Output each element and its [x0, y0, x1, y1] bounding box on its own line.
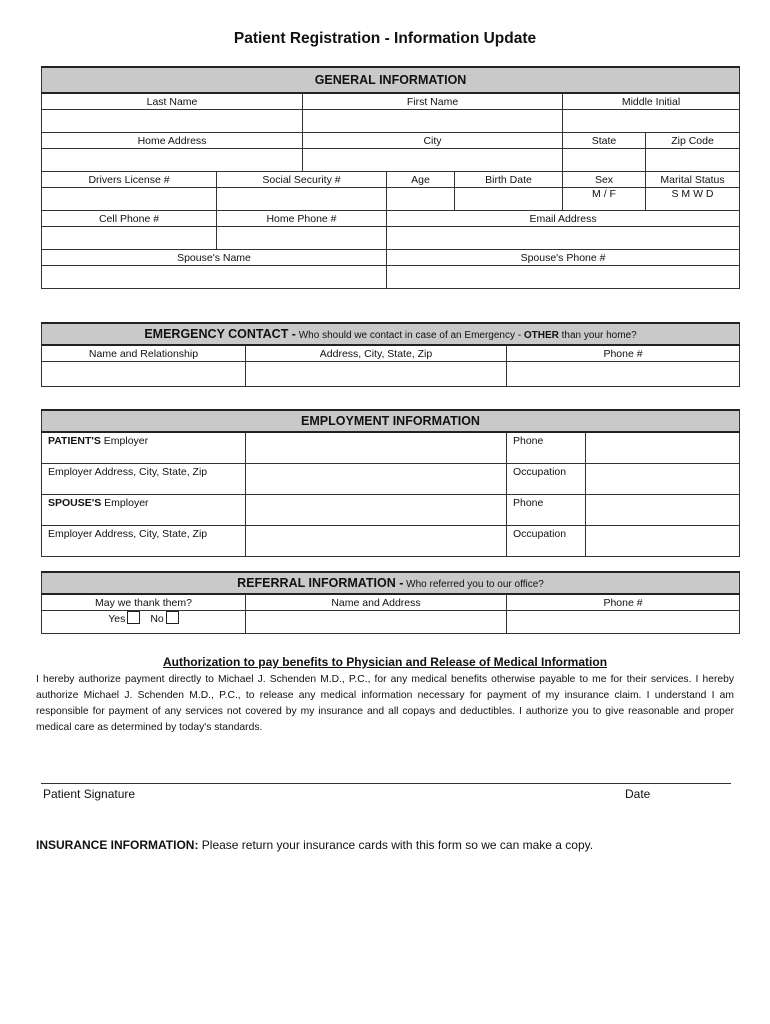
name-relationship-label: Name and Relationship — [42, 345, 246, 362]
spouse-phone-employment-label: Phone — [507, 495, 586, 526]
patient-employer-text: Employer — [100, 435, 149, 447]
marital-status-field[interactable]: S M W D — [646, 188, 740, 211]
insurance-label: INSURANCE INFORMATION: — [36, 838, 199, 852]
emergency-header-sub1: Who should we contact in case of an Emergency - — [295, 330, 524, 341]
home-phone-label: Home Phone # — [217, 211, 387, 227]
zip-code-field[interactable] — [646, 149, 740, 172]
zip-code-label: Zip Code — [646, 133, 740, 149]
social-security-field[interactable] — [217, 188, 387, 211]
first-name-label: First Name — [303, 93, 563, 110]
emergency-header-title: EMERGENCY CONTACT - — [144, 327, 296, 341]
general-information-table — [41, 66, 740, 289]
city-field[interactable] — [303, 149, 563, 172]
emergency-address-field[interactable] — [246, 362, 507, 387]
authorization-title: Authorization to pay benefits to Physician and Release of Medical Information — [162, 655, 608, 669]
emergency-header-other: OTHER — [523, 330, 559, 341]
patient-occupation-label: Occupation — [507, 464, 586, 495]
cell-phone-label: Cell Phone # — [42, 211, 217, 227]
patient-employer-address-field[interactable] — [246, 464, 507, 495]
patient-phone-field[interactable] — [586, 432, 740, 464]
drivers-license-field[interactable] — [42, 188, 217, 211]
last-name-label: Last Name — [42, 93, 303, 110]
patient-occupation-field[interactable] — [586, 464, 740, 495]
emergency-phone-label: Phone # — [507, 345, 740, 362]
patient-employer-label — [42, 432, 246, 464]
name-relationship-field[interactable] — [42, 362, 246, 387]
no-checkbox[interactable] — [166, 611, 179, 624]
spouse-phone-field[interactable] — [387, 266, 740, 289]
no-label: No — [150, 613, 164, 625]
sex-label: Sex — [563, 172, 646, 188]
birth-date-field[interactable] — [455, 188, 563, 211]
yes-checkbox[interactable] — [127, 611, 140, 624]
spouse-occupation-label: Occupation — [507, 526, 586, 557]
spouse-phone-employment-field[interactable] — [586, 495, 740, 526]
referral-name-address-field[interactable] — [246, 611, 507, 634]
home-phone-field[interactable] — [217, 227, 387, 250]
spouse-phone-label: Spouse's Phone # — [387, 250, 740, 266]
patient-employer-address-label: Employer Address, City, State, Zip — [42, 464, 246, 495]
social-security-label: Social Security # — [217, 172, 387, 188]
middle-initial-field[interactable] — [563, 110, 740, 133]
referral-header-sub: Who referred you to our office? — [403, 579, 544, 590]
emergency-header-sub2: than your home? — [558, 330, 637, 341]
patients-bold: PATIENT'S — [48, 435, 101, 447]
middle-initial-label: Middle Initial — [563, 93, 740, 110]
spouse-employer-label — [42, 495, 246, 526]
referral-information-table — [41, 571, 740, 634]
sex-field[interactable]: M / F — [563, 188, 646, 211]
last-name-field[interactable] — [42, 110, 303, 133]
spouse-name-label: Spouse's Name — [42, 250, 387, 266]
page-title: Patient Registration - Information Update — [233, 30, 537, 47]
birth-date-label: Birth Date — [455, 172, 563, 188]
spouses-bold: SPOUSE'S — [48, 497, 102, 509]
referral-name-address-label: Name and Address — [246, 594, 507, 611]
employment-information-table — [41, 409, 740, 557]
patient-employer-field[interactable] — [246, 432, 507, 464]
referral-phone-field[interactable] — [507, 611, 740, 634]
email-label: Email Address — [387, 211, 740, 227]
age-label: Age — [387, 172, 455, 188]
spouse-employer-address-label: Employer Address, City, State, Zip — [42, 526, 246, 557]
spouse-employer-field[interactable] — [246, 495, 507, 526]
patient-signature-label: Patient Signature — [43, 787, 136, 801]
referral-header-title: REFERRAL INFORMATION - — [237, 576, 404, 590]
patient-phone-label: Phone — [507, 432, 586, 464]
date-label: Date — [625, 787, 651, 801]
drivers-license-label: Drivers License # — [42, 172, 217, 188]
referral-phone-label: Phone # — [507, 594, 740, 611]
yes-label: Yes — [108, 613, 126, 625]
general-header: GENERAL INFORMATION — [42, 67, 740, 93]
state-label: State — [563, 133, 646, 149]
insurance-information — [36, 838, 593, 852]
spouse-employer-text: Employer — [101, 497, 149, 509]
age-field[interactable] — [387, 188, 455, 211]
authorization-text: I hereby authorize payment directly to Michael J. Schenden M.D., P.C., for any medical benefits otherwise payable to me for their services. I hereby authorize Michael J. Schenden M.D., P.C., to release any medical information necessary for payment of my insurance claim. I understand I am responsible for payment of any services not covered by my insurance and all copays and deductibles. I authorize you to give reasonable and proper medical care as determined by today's standards. — [36, 674, 734, 733]
cell-phone-field[interactable] — [42, 227, 217, 250]
home-address-field[interactable] — [42, 149, 303, 172]
emergency-header — [42, 323, 740, 345]
emergency-phone-field[interactable] — [507, 362, 740, 387]
spouse-occupation-field[interactable] — [586, 526, 740, 557]
emergency-address-label: Address, City, State, Zip — [246, 345, 507, 362]
first-name-field[interactable] — [303, 110, 563, 133]
state-field[interactable] — [563, 149, 646, 172]
email-field[interactable] — [387, 227, 740, 250]
signature-line[interactable] — [41, 783, 731, 784]
spouse-employer-address-field[interactable] — [246, 526, 507, 557]
employment-header: EMPLOYMENT INFORMATION — [42, 410, 740, 432]
city-label: City — [303, 133, 563, 149]
thank-them-options — [42, 611, 246, 634]
referral-header — [42, 572, 740, 594]
home-address-label: Home Address — [42, 133, 303, 149]
thank-them-label: May we thank them? — [42, 594, 246, 611]
insurance-text: Please return your insurance cards with this form so we can make a copy. — [198, 838, 594, 852]
marital-status-label: Marital Status — [646, 172, 740, 188]
emergency-contact-table — [41, 322, 740, 387]
spouse-name-field[interactable] — [42, 266, 387, 289]
